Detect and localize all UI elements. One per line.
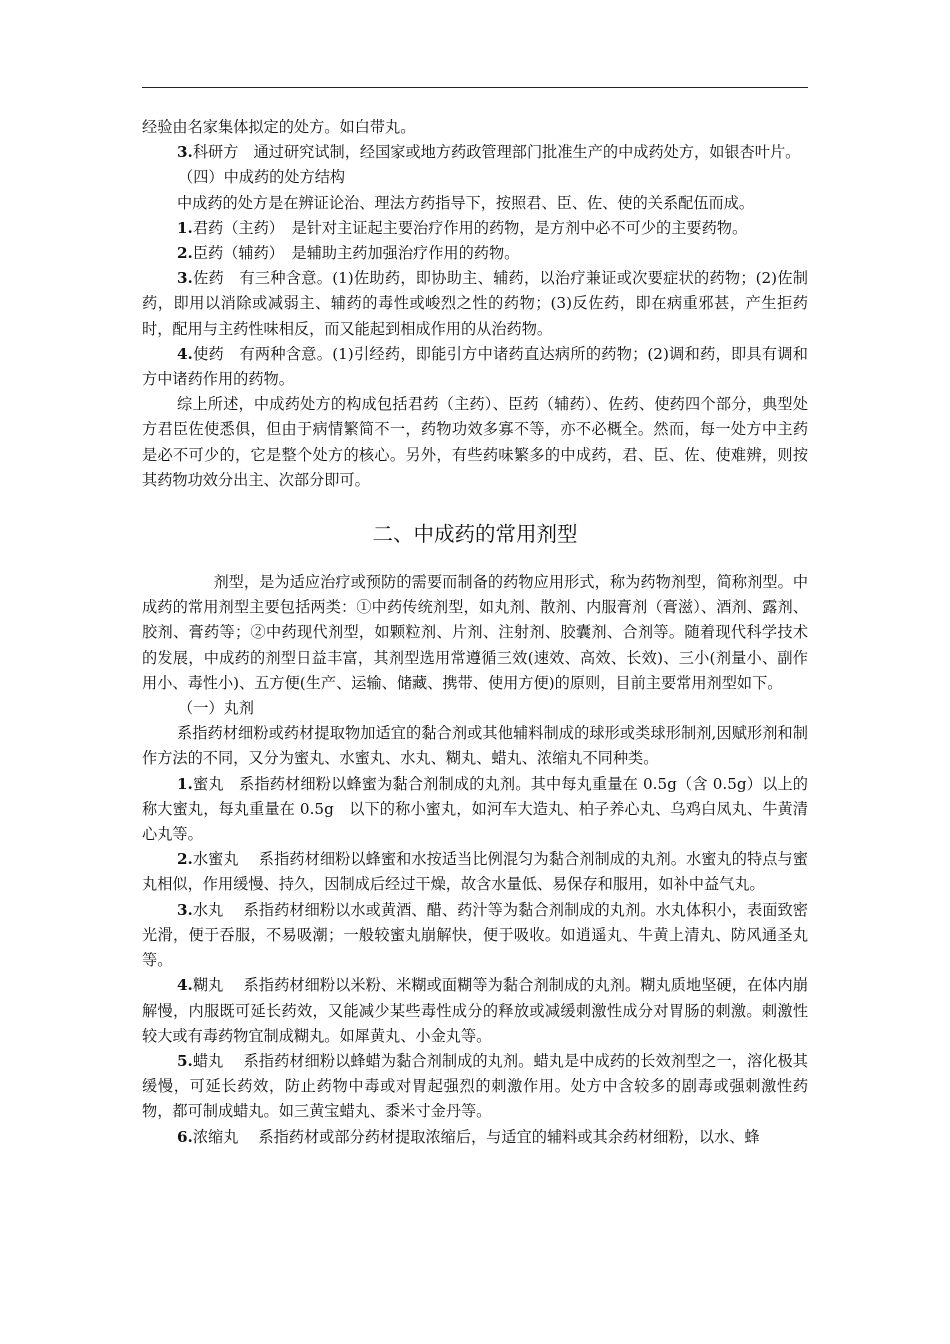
subsection-heading (142, 696, 808, 721)
item-number: 1. (176, 218, 193, 237)
item-number: 1. (176, 774, 193, 793)
paragraph-text: 水丸 系指药材细粉以水或黄酒、醋、药汁等为黏合剂制成的丸剂。水丸体积小，表面致密光滑，便于吞服，不易吸潮；一般较蜜丸崩解快，便于吸收。如逍遥丸、牛黄上清丸、防风通圣丸等。 (142, 900, 808, 970)
paragraph-text: 臣药（辅药） 是辅助主药加强治疗作用的药物。 (192, 244, 520, 263)
paragraph-text: 中成药的处方是在辨证论治、理法方药指导下，按照君、臣、佐、使的关系配伍而成。 (176, 193, 755, 212)
paragraph (142, 898, 808, 974)
paragraph-text: 浓缩丸 系指药材或部分药材提取浓缩后，与适宜的辅料或其余药材细粉，以水、蜂 (192, 1127, 760, 1146)
paragraph-text: 糊丸 系指药材细粉以米粉、米糊或面糊等为黏合剂制成的丸剂。糊丸质地坚硬，在体内崩解慢，内服既可延长药效，又能减少某些毒性成分的释放或减缓刺激性成分对胃肠的刺激。刺激性较大或有毒药物宜制成糊丸。如犀黄丸、小金丸等。 (142, 976, 808, 1045)
paragraph-text: 水蜜丸 系指药材细粉以蜂蜜和水按适当比例混匀为黏合剂制成的丸剂。水蜜丸的特点与蜜丸相似，作用缓慢、持久，因制成后经过干燥，故含水量低、易保存和服用，如补中益气丸。 (142, 850, 808, 894)
paragraph (142, 216, 808, 241)
item-number: 3. (176, 143, 193, 162)
item-number: 3. (176, 900, 193, 919)
item-number: 4. (176, 976, 193, 995)
item-number: 3. (176, 269, 193, 288)
paragraph-text: 经验由名家集体拟定的处方。如白带丸。 (142, 118, 416, 136)
item-number: 2. (176, 244, 193, 263)
paragraph (142, 392, 808, 493)
paragraph (142, 721, 808, 771)
paragraph-text: 君药（主药） 是针对主证起主要治疗作用的药物，是方剂中必不可少的主要药物。 (192, 218, 748, 237)
paragraph-text: 佐药 有三种含意。(1)佐助药，即协助主、辅药，以治疗兼证或次要症状的药物；(2)佐制药，即用以消除或减弱主、辅药的毒性或峻烈之性的药物；(3)反佐药，即在病重邪甚，产生拒药时，配用与主药性味相反，而又能起到相成作用的从治药物。 (142, 269, 808, 338)
header-rule (142, 87, 808, 88)
document-body (142, 115, 808, 1150)
paragraph-text: 综上所述，中成药处方的构成包括君药（主药）、臣药（辅药）、佐药、使药四个部分，典型处方君臣佐使悉俱，但由于病情繁简不一，药物功效多寡不等，亦不必概全。然而，每一处方中主药是必不可少的，它是整个处方的核心。另外，有些药味繁多的中成药，君、臣、佐、使难辨，则按其药物功效分出主、次部分即可。 (142, 395, 808, 489)
paragraph (142, 191, 808, 216)
paragraph (142, 847, 808, 897)
paragraph (142, 140, 808, 165)
paragraph (142, 266, 808, 342)
paragraph (142, 115, 808, 140)
paragraph (142, 1125, 808, 1150)
paragraph (142, 570, 808, 696)
paragraph-text: 使药 有两种含意。(1)引经药，即能引方中诸药直达病所的药物；(2)调和药，即具有调和方中诸药作用的药物。 (142, 344, 808, 389)
paragraph (142, 241, 808, 266)
paragraph (142, 1049, 808, 1125)
item-number: 4. (176, 344, 193, 363)
paragraph-text: 蜡丸 系指药材细粉以蜂蜡为黏合剂制成的丸剂。蜡丸是中成药的长效剂型之一，溶化极其缓慢，可延长药效，防止药物中毒或对胃起强烈的刺激作用。处方中含较多的剧毒或强刺激性药物，都可制成蜡丸。如三黄宝蜡丸、黍米寸金丹等。 (142, 1051, 808, 1121)
paragraph-text: 系指药材细粉或药材提取物加适宜的黏合剂或其他辅料制成的球形或类球形制剂,因赋形剂和制作方法的不同，又分为蜜丸、水蜜丸、水丸、糊丸、蜡丸、浓缩丸不同种类。 (142, 724, 808, 768)
paragraph-text: 科研方 通过研究试制，经国家或地方药政管理部门批准生产的中成药处方，如银杏叶片。 (192, 143, 801, 162)
paragraph (142, 342, 808, 392)
section-title: 二、中成药的常用剂型 (372, 522, 578, 547)
item-number: 6. (176, 1127, 193, 1146)
subsection-heading-text: （一）丸剂 (178, 699, 254, 718)
subsection-heading-text: （四）中成药的处方结构 (178, 168, 346, 187)
item-number: 5. (176, 1051, 193, 1070)
paragraph-text: 蜜丸 系指药材细粉以蜂蜜为黏合剂制成的丸剂。其中每丸重量在 0.5g（含 0.5g）以上的称大蜜丸，每丸重量在 0.5g 以下的称小蜜丸，如河车大造丸、柏子养心丸、乌鸡白凤丸、牛黄清心丸等。 (142, 774, 808, 844)
paragraph (142, 772, 808, 848)
subsection-heading (142, 165, 808, 190)
paragraph-text: 剂型，是为适应治疗或预防的需要而制备的药物应用形式，称为药物剂型，简称剂型。中成药的常用剂型主要包括两类：①中药传统剂型，如丸剂、散剂、内服膏剂（膏滋）、酒剂、露剂、胶剂、膏药等；②中药现代剂型，如颗粒剂、片剂、注射剂、胶囊剂、合剂等。随着现代科学技术的发展，中成药的剂型日益丰富，其剂型选用常遵循三效(速效、高效、长效)、三小(剂量小、副作用小、毒性小)、五方便(生产、运输、储藏、携带、使用方便)的原则，目前主要常用剂型如下。 (142, 573, 808, 692)
paragraph (142, 973, 808, 1049)
item-number: 2. (176, 850, 193, 869)
